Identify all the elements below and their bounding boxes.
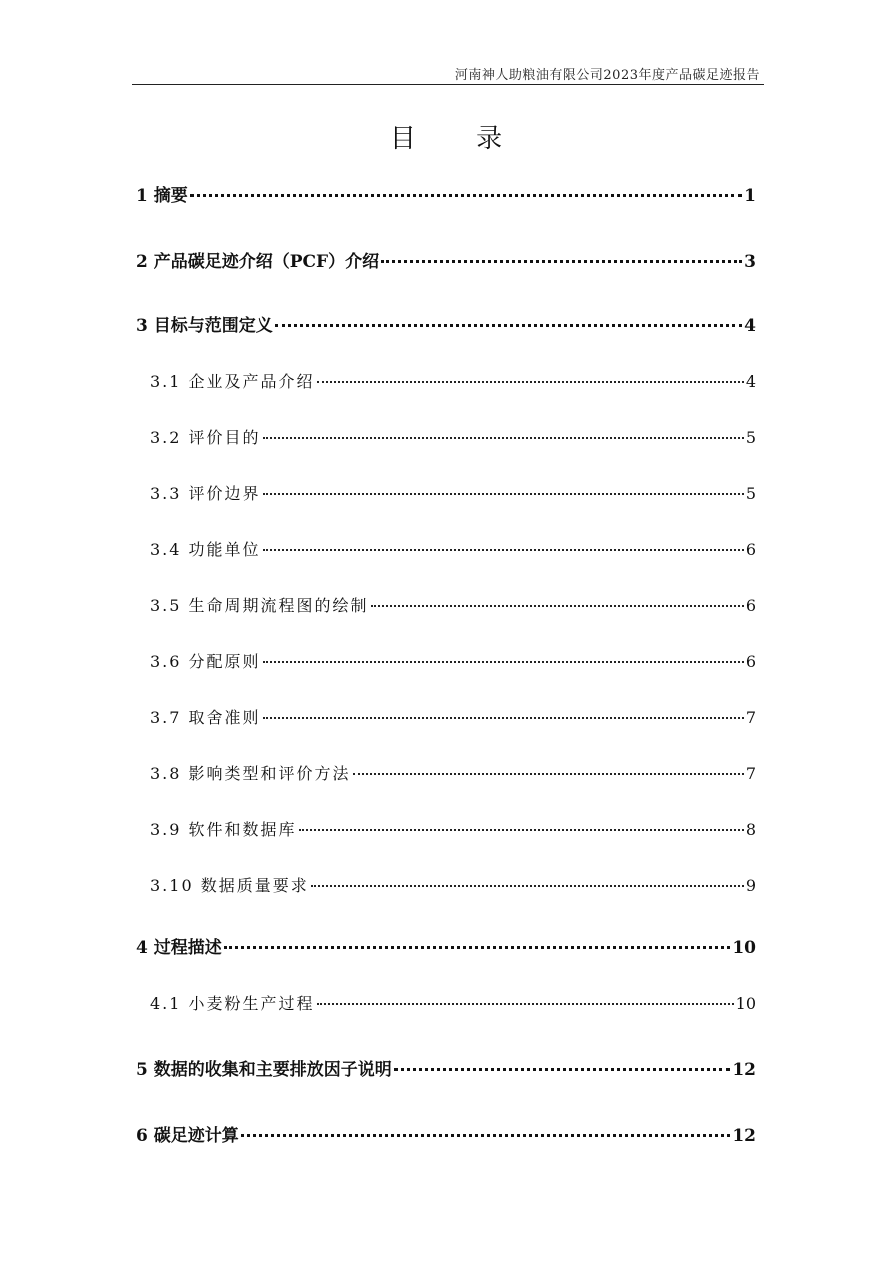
toc-entry[interactable] xyxy=(150,874,756,898)
toc-entry-page: 12 xyxy=(732,1126,756,1146)
toc-leader-dots xyxy=(263,717,744,719)
toc-leader-dots xyxy=(263,437,744,439)
toc-entry-page: 8 xyxy=(745,820,756,839)
header-text: 河南神人助粮油有限公司2023年度产品碳足迹报告 xyxy=(454,68,760,83)
toc-entry-page: 3 xyxy=(744,252,756,272)
toc-entry-label: 2 产品碳足迹介绍（PCF）介绍 xyxy=(136,252,380,272)
toc-entry-page: 6 xyxy=(745,540,756,559)
toc-entry-label: 4.1 小麦粉生产过程 xyxy=(150,994,315,1013)
toc-entry[interactable] xyxy=(150,370,756,394)
toc-leader-dots xyxy=(299,829,744,831)
toc-entry-page: 6 xyxy=(745,652,756,671)
toc-entry-label: 3.9 软件和数据库 xyxy=(150,820,297,839)
toc-entry[interactable] xyxy=(136,250,756,274)
toc-entry-label: 4 过程描述 xyxy=(136,938,222,958)
toc-entry-label: 3.8 影响类型和评价方法 xyxy=(150,764,351,783)
toc-entry-label: 5 数据的收集和主要排放因子说明 xyxy=(136,1060,392,1080)
toc-entry[interactable] xyxy=(150,706,756,730)
toc-entry[interactable] xyxy=(136,314,756,338)
toc-entry-label: 3.2 评价目的 xyxy=(150,428,261,447)
toc-entry-page: 9 xyxy=(745,876,756,895)
toc-entry-label: 3 目标与范围定义 xyxy=(136,316,273,336)
toc-leader-dots xyxy=(371,605,744,607)
toc-entry[interactable] xyxy=(150,762,756,786)
toc-leader-dots xyxy=(353,773,744,775)
toc-leader-dots xyxy=(275,324,742,327)
toc-leader-dots xyxy=(190,194,742,197)
toc-entry-page: 12 xyxy=(732,1060,756,1080)
toc-entry[interactable] xyxy=(150,426,756,450)
toc-leader-dots xyxy=(224,946,731,949)
toc-entry-page: 6 xyxy=(745,596,756,615)
toc-entry-page: 4 xyxy=(744,316,756,336)
toc-entry-label: 3.10 数据质量要求 xyxy=(150,876,309,895)
toc-entry[interactable] xyxy=(136,184,756,208)
toc-entry-label: 3.3 评价边界 xyxy=(150,484,261,503)
toc-entry[interactable] xyxy=(150,538,756,562)
toc-entry-page: 7 xyxy=(745,764,756,783)
toc-leader-dots xyxy=(311,885,744,887)
toc-entry-label: 3.1 企业及产品介绍 xyxy=(150,372,315,391)
toc-leader-dots xyxy=(394,1068,731,1071)
toc-entry[interactable] xyxy=(136,1124,756,1148)
toc-entry-label: 3.5 生命周期流程图的绘制 xyxy=(150,596,369,615)
toc-entry-page: 7 xyxy=(745,708,756,727)
toc-entry-page: 10 xyxy=(732,938,756,958)
toc-leader-dots xyxy=(317,381,744,383)
toc-entry[interactable] xyxy=(150,992,756,1016)
toc-leader-dots xyxy=(263,493,744,495)
toc-leader-dots xyxy=(241,1134,731,1137)
toc-entry[interactable] xyxy=(150,818,756,842)
toc-entry[interactable] xyxy=(136,1058,756,1082)
toc-leader-dots xyxy=(381,260,742,263)
toc-entry-page: 1 xyxy=(744,186,756,206)
toc-entry-page: 10 xyxy=(735,994,756,1013)
toc-entry[interactable] xyxy=(150,594,756,618)
toc-entry-label: 3.4 功能单位 xyxy=(150,540,261,559)
toc-entry[interactable] xyxy=(150,650,756,674)
toc-leader-dots xyxy=(317,1003,734,1005)
toc-leader-dots xyxy=(263,661,744,663)
toc-entry-label: 6 碳足迹计算 xyxy=(136,1126,239,1146)
toc-entry-label: 3.7 取舍准则 xyxy=(150,708,261,727)
toc-entry-label: 1 摘要 xyxy=(136,186,188,206)
toc-entry[interactable] xyxy=(136,936,756,960)
toc-entry[interactable] xyxy=(150,482,756,506)
toc-entry-page: 4 xyxy=(745,372,756,391)
toc-title: 目 录 xyxy=(389,124,529,154)
toc-entry-page: 5 xyxy=(745,484,756,503)
toc-leader-dots xyxy=(263,549,744,551)
toc-entry-label: 3.6 分配原则 xyxy=(150,652,261,671)
toc-entry-page: 5 xyxy=(745,428,756,447)
